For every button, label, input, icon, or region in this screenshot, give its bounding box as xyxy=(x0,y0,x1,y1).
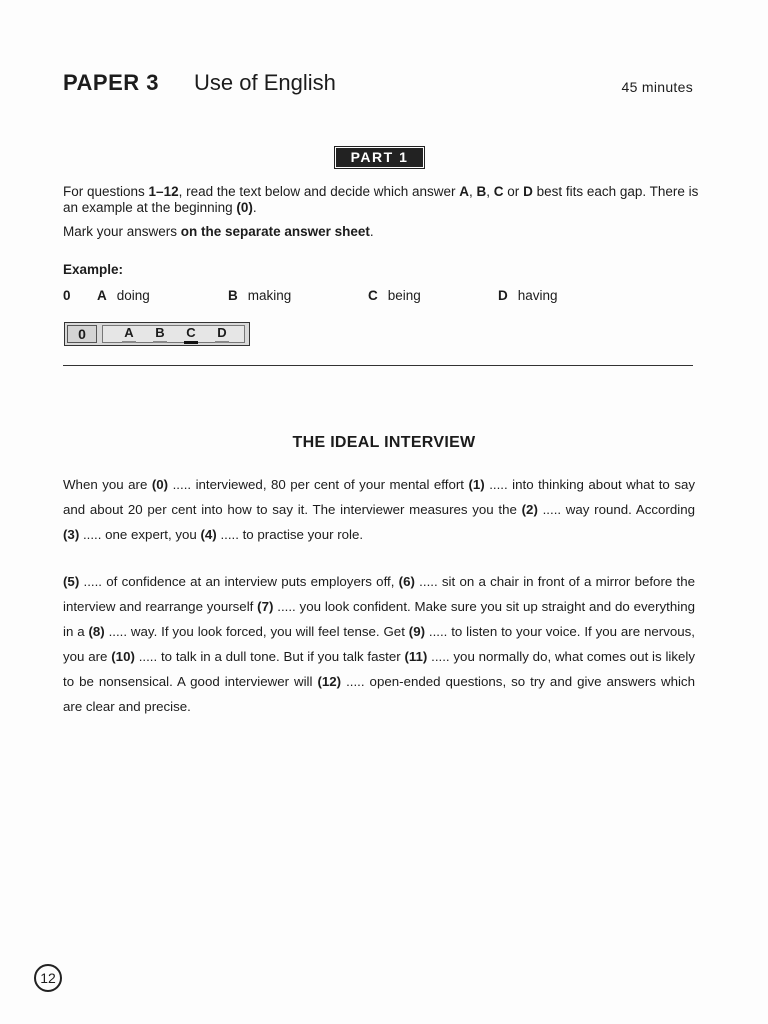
gap-number: (8) xyxy=(88,624,105,639)
gap-number: (10) xyxy=(111,649,135,664)
page-header xyxy=(63,70,693,102)
passage-text: ..... to listen to your voice. If you are nervous, you are xyxy=(63,624,695,664)
example-answer-box xyxy=(64,322,250,346)
answer-letter-d: D xyxy=(214,326,230,340)
example-option-c: C being xyxy=(368,288,421,303)
gap-number: (6) xyxy=(398,574,415,589)
gap-number: (7) xyxy=(257,599,274,614)
gap-number: (4) xyxy=(200,527,217,542)
gap-number: (11) xyxy=(404,649,428,664)
passage-text: When you are xyxy=(63,477,152,492)
instructions-questions: For questions 1–12, read the text below and decide which answer A, B, C or D best fits each gap. There is an example at the beginning (0). xyxy=(63,184,699,215)
example-number: 0 xyxy=(63,288,71,303)
passage-title: THE IDEAL INTERVIEW xyxy=(292,434,476,451)
example-option-b: B making xyxy=(228,288,292,303)
example-label: Example: xyxy=(63,262,124,277)
section-divider xyxy=(63,365,693,366)
gap-number: (0) xyxy=(151,477,169,492)
time-allowed: 45 minutes xyxy=(621,79,693,95)
passage-text: ..... to talk in a dull tone. But if you talk faster xyxy=(134,649,405,664)
gap-number: (2) xyxy=(521,502,538,517)
answer-letter-c-selected: C xyxy=(183,326,199,340)
passage-text: ..... you look confident. Make sure you sit up straight and do everything in a xyxy=(63,599,695,639)
instructions-answer-sheet: Mark your answers on the separate answer sheet. xyxy=(63,224,374,239)
gap-number: (5) xyxy=(63,574,80,589)
gap-number: (12) xyxy=(317,674,342,689)
answer-letter-a: A xyxy=(121,326,137,340)
passage-text: ..... way. If you look forced, you will feel tense. Get xyxy=(104,624,409,639)
gap-number: (9) xyxy=(408,624,426,639)
paper-title: Use of English xyxy=(194,70,336,95)
answer-box-number: 0 xyxy=(67,325,97,343)
passage-paragraph-1 xyxy=(63,472,695,547)
gap-number: (3) xyxy=(63,527,80,542)
passage-text: ..... of confidence at an interview puts employers off, xyxy=(79,574,399,589)
example-option-d: D having xyxy=(498,288,558,303)
passage-paragraph-2 xyxy=(63,569,695,719)
passage-text: ..... way round. According xyxy=(537,502,695,517)
gap-number: (1) xyxy=(468,477,485,492)
passage-text: ..... open-ended questions, so try and give answers which are clear and precise. xyxy=(63,674,695,714)
answer-box-letters xyxy=(102,325,245,343)
passage-text: ..... into thinking about what to say and about 20 per cent into how to say it. The interviewer measures you the xyxy=(63,477,696,517)
answer-letter-b: B xyxy=(152,326,168,340)
passage-text: ..... you normally do, what comes out is likely to be nonsensical. A good interviewer will xyxy=(63,649,695,689)
passage-text: ..... to practise your role. xyxy=(216,527,364,542)
page-number: 12 xyxy=(34,964,62,992)
example-option-a: A doing xyxy=(97,288,150,303)
passage-text: ..... sit on a chair in front of a mirror before the interview and rearrange yourself xyxy=(63,574,696,614)
passage-text: ..... interviewed, 80 per cent of your mental effort xyxy=(168,477,469,492)
part-badge: PART 1 xyxy=(336,148,423,167)
paper-number: PAPER 3 xyxy=(63,70,160,95)
passage-text: ..... one expert, you xyxy=(79,527,201,542)
